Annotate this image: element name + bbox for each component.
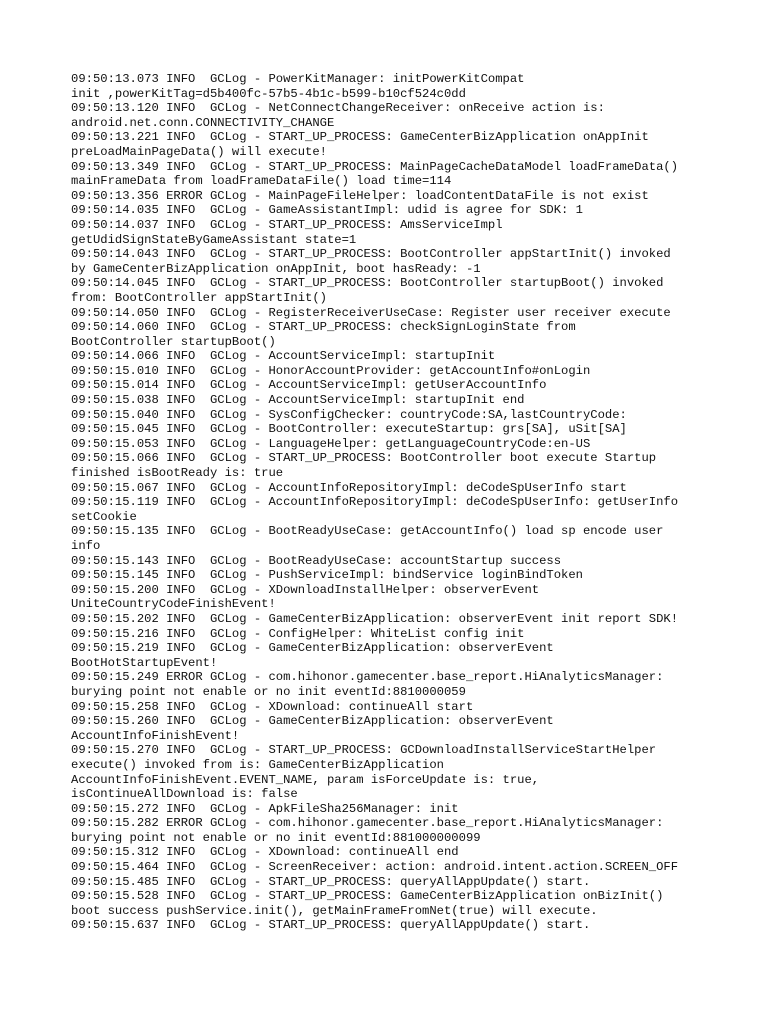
log-line: 09:50:13.073 INFO GCLog - PowerKitManager: initPowerKitCompat — [71, 72, 525, 86]
log-line: 09:50:15.145 INFO GCLog - PushServiceImpl: bindService loginBindToken — [71, 568, 583, 583]
log-line: by GameCenterBizApplication onAppInit, boot hasReady: -1 — [71, 261, 481, 276]
log-line: mainFrameData from loadFrameDataFile() load time=114 — [71, 174, 452, 189]
log-line: 09:50:15.464 INFO GCLog - ScreenReceiver: action: android.intent.action.SCREEN_OFF — [71, 860, 679, 875]
log-line: burying point not enable or no init eventId:8810000059 — [71, 684, 466, 699]
log-line: 09:50:15.119 INFO GCLog - AccountInfoRepositoryImpl: deCodeSpUserInfo: getUserInfo — [71, 495, 679, 510]
log-line: info — [71, 539, 101, 553]
log-line: 09:50:15.053 INFO GCLog - LanguageHelper: getLanguageCountryCode:en-US — [71, 436, 591, 451]
log-line: 09:50:15.270 INFO GCLog - START_UP_PROCESS: GCDownloadInstallServiceStartHelper — [71, 743, 657, 758]
log-line: android.net.conn.CONNECTIVITY_CHANGE — [71, 115, 335, 130]
log-line: 09:50:15.260 INFO GCLog - GameCenterBizApplication: observerEvent — [71, 714, 554, 729]
log-line: 09:50:14.066 INFO GCLog - AccountServiceImpl: startupInit — [71, 349, 496, 364]
log-line: 09:50:13.221 INFO GCLog - START_UP_PROCESS: GameCenterBizApplication onAppInit — [71, 130, 649, 145]
log-line: 09:50:15.045 INFO GCLog - BootController: executeStartup: grs[SA], uSit[SA] — [71, 422, 627, 437]
log-line: boot success pushService.init(), getMainFrameFromNet(true) will execute. — [71, 903, 598, 918]
log-line: isContinueAllDownload is: false — [71, 787, 298, 802]
log-line: 09:50:15.014 INFO GCLog - AccountServiceImpl: getUserAccountInfo — [71, 378, 547, 393]
log-line: 09:50:15.312 INFO GCLog - XDownload: continueAll end — [71, 845, 459, 860]
log-line: 09:50:15.066 INFO GCLog - START_UP_PROCESS: BootController boot execute Startup — [71, 451, 657, 466]
log-line: 09:50:15.200 INFO GCLog - XDownloadInstallHelper: observerEvent — [71, 582, 540, 597]
log-line: 09:50:15.637 INFO GCLog - START_UP_PROCESS: queryAllAppUpdate() start. — [71, 918, 591, 933]
log-line: 09:50:15.143 INFO GCLog - BootReadyUseCase: accountStartup success — [71, 553, 562, 568]
log-line: 09:50:14.060 INFO GCLog - START_UP_PROCESS: checkSignLoginState from — [71, 320, 576, 335]
log-line: 09:50:15.135 INFO GCLog - BootReadyUseCase: getAccountInfo() load sp encode user — [71, 524, 664, 539]
log-line: 09:50:15.010 INFO GCLog - HonorAccountProvider: getAccountInfo#onLogin — [71, 363, 591, 378]
log-line: 09:50:14.037 INFO GCLog - START_UP_PROCESS: AmsServiceImpl — [71, 217, 503, 232]
log-line: preLoadMainPageData() will execute! — [71, 144, 327, 159]
log-line: 09:50:13.349 INFO GCLog - START_UP_PROCESS: MainPageCacheDataModel loadFrameData() — [71, 159, 679, 174]
log-line: 09:50:13.356 ERROR GCLog - MainPageFileHelper: loadContentDataFile is not exist — [71, 188, 649, 203]
log-line: UniteCountryCodeFinishEvent! — [71, 597, 276, 612]
log-line: execute() invoked from is: GameCenterBizApplication — [71, 757, 444, 772]
log-line: 09:50:15.216 INFO GCLog - ConfigHelper: WhiteList config init — [71, 626, 525, 641]
log-line: from: BootController appStartInit() — [71, 290, 327, 305]
log-line: 09:50:15.249 ERROR GCLog - com.hihonor.gamecenter.base_report.HiAnalyticsManager: — [71, 670, 664, 685]
log-line: AccountInfoFinishEvent! — [71, 728, 240, 743]
log-line: 09:50:15.272 INFO GCLog - ApkFileSha256Manager: init — [71, 801, 459, 816]
log-line: BootHotStartupEvent! — [71, 655, 218, 670]
log-line: 09:50:14.050 INFO GCLog - RegisterReceiverUseCase: Register user receiver execute — [71, 305, 671, 320]
log-line: 09:50:15.485 INFO GCLog - START_UP_PROCESS: queryAllAppUpdate() start. — [71, 874, 591, 889]
log-line: 09:50:15.282 ERROR GCLog - com.hihonor.gamecenter.base_report.HiAnalyticsManager: — [71, 816, 664, 831]
log-line: 09:50:14.043 INFO GCLog - START_UP_PROCESS: BootController appStartInit() invoked — [71, 247, 671, 262]
log-line: BootController startupBoot() — [71, 334, 276, 349]
log-line: 09:50:14.045 INFO GCLog - START_UP_PROCESS: BootController startupBoot() invoked — [71, 276, 664, 291]
log-line: burying point not enable or no init eventId:881000000099 — [71, 830, 481, 845]
log-line: AccountInfoFinishEvent.EVENT_NAME, param isForceUpdate is: true, — [71, 772, 540, 787]
log-line: 09:50:15.202 INFO GCLog - GameCenterBizApplication: observerEvent init report SDK! — [71, 611, 679, 626]
log-line: 09:50:15.040 INFO GCLog - SysConfigChecker: countryCode:SA,lastCountryCode: — [71, 407, 627, 422]
log-line: 09:50:14.035 INFO GCLog - GameAssistantImpl: udid is agree for SDK: 1 — [71, 203, 583, 218]
log-line: 09:50:15.219 INFO GCLog - GameCenterBizApplication: observerEvent — [71, 641, 554, 656]
log-line: init ,powerKitTag=d5b400fc-57b5-4b1c-b599-b10cf524c0dd — [71, 86, 466, 101]
log-line: 09:50:15.038 INFO GCLog - AccountServiceImpl: startupInit end — [71, 393, 525, 408]
log-line: 09:50:15.528 INFO GCLog - START_UP_PROCESS: GameCenterBizApplication onBizInit() — [71, 889, 664, 904]
log-line: 09:50:13.120 INFO GCLog - NetConnectChangeReceiver: onReceive action is: — [71, 101, 605, 116]
log-document — [71, 72, 711, 933]
log-line: finished isBootReady is: true — [71, 466, 284, 481]
log-line: setCookie — [71, 509, 137, 524]
log-line: getUdidSignStateByGameAssistant state=1 — [71, 232, 357, 247]
log-line: 09:50:15.067 INFO GCLog - AccountInfoRepositoryImpl: deCodeSpUserInfo start — [71, 480, 627, 495]
log-line: 09:50:15.258 INFO GCLog - XDownload: continueAll start — [71, 699, 474, 714]
